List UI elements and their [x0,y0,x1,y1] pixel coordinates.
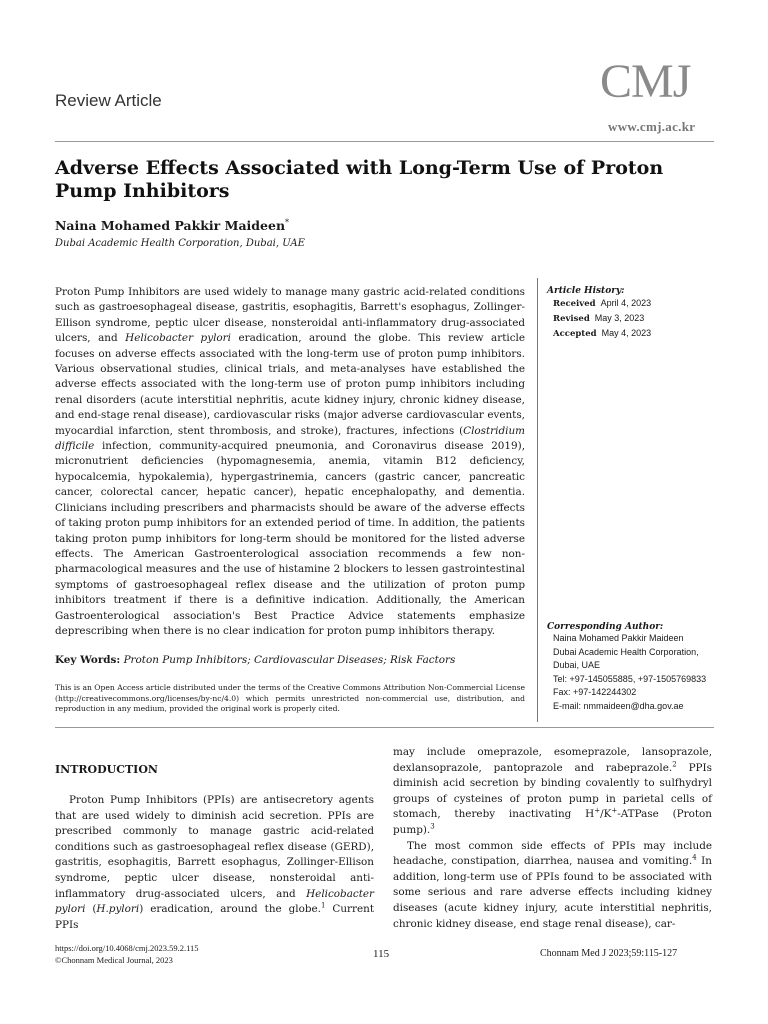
citation-ref: 1 [320,901,326,910]
body-column-left: Proton Pump Inhibitors (PPIs) are antisecretory agents that are used widely to diminish acid secretion. PPIs are prescribed commonly to manage gastric acid-related conditions such as gastroesophageal reflex disease (GERD), gastritis, esophagitis, Barrett esophagus, Zollinger-Ellison syndrome, peptic ulcer disease, nonsteroidal anti-inflammatory drug-associated ulcers, and Helicobacter pylori (H.pylori) eradication, around the globe.$^1$ Current PPIs [55,794,374,931]
history-item: Accepted May 4, 2023 [553,328,652,339]
journal-website[interactable]: www.cmj.ac.kr [608,119,696,134]
journal-citation: Chonnam Med J 2023;59:115-127 [540,948,678,959]
corr-tel: Tel: +97-145055885, +97-1505769833 [553,673,707,684]
copyright: ©Chonnam Medical Journal, 2023 [55,955,173,965]
keywords-value: Proton Pump Inhibitors; Cardiovascular Diseases; Risk Factors [123,654,456,666]
section-heading-introduction: INTRODUCTION [55,763,158,776]
corr-email[interactable]: E-mail: nmmaideen@dha.gov.ae [553,700,684,711]
abstract: Proton Pump Inhibitors are used widely to manage many gastric acid-related conditions such as gastroesophageal disease, gastritis, esophagitis, Barrett's esophagus, Zollinger-Ellison syndrome, peptic ulcer disease, nonsteroidal anti-inflammatory drug-associated ulcers, and Helicobacter pylori eradication, around the globe. This review article focuses on adverse effects associated with the long-term use of proton pump inhibitors. Various observational studies, clinical trials, and meta-analyses have established the adverse effects associated with the long-term use of proton pump inhibitors including renal disorders (acute interstitial nephritis, acute kidney injury, chronic kidney disease, and end-stage renal disease), cardiovascular risks (major adverse cardiovascular events, myocardial infarction, stent thrombosis, and stroke), fractures, infections (Clostridium difficile infection, community-acquired pneumonia, and Coronavirus disease 2019), micronutrient deficiencies (hypomagnesemia, anemia, vitamin B12 deficiency, hypocalcemia, hypokalemia), hypergastrinemia, cancers (gastric cancer, pancreatic cancer, colorectal cancer, hepatic cancer), hepatic encephalopathy, and dementia. Clinicians including prescribers and pharmacists should be aware of the adverse effects of taking proton pump inhibitors for an extended period of time. In addition, the patients taking proton pump inhibitors for long-term should be monitored for the listed adverse effects. The American Gastroenterological association recommends a few non-pharmacological measures and the use of histamine 2 blockers to lessen gastrointestinal symptoms of gastroesophageal reflex disease and the utilization of proton pump inhibitors treatment if there is a definitive indication. Additionally, the American Gastroenterological association's Best Practice Advice statements emphasize deprescribing when there is no clear indication for proton pump inhibitors therapy. [55,286,525,637]
corr-line: Naina Mohamed Pakkir Maideen [553,633,684,643]
doi-link[interactable]: https://doi.org/10.4068/cmj.2023.59.2.115 [55,943,199,953]
corr-fax: Fax: +97-142244302 [553,687,637,698]
citation-ref: 3 [430,822,435,831]
corresponding-heading: Corresponding Author: [547,622,664,632]
license-notice: This is an Open Access article distributed under the terms of the Creative Commons Attribution Non-Commercial License (http://creativecommons.org/licenses/by-nc/4.0) which permits unrestricted non-commercial use, distribution, and reproduction in any medium, provided the original work is properly cited. [55,683,525,713]
article-title: Adverse Effects Associated with Long-Term Use of Proton Pump Inhibitors [55,157,664,202]
author-name: Naina Mohamed Pakkir Maideen* [55,217,290,233]
section-divider [55,727,714,728]
affiliation: Dubai Academic Health Corporation, Dubai, UAE [55,238,305,249]
author-mark: * [285,217,290,227]
corr-line: Dubai Academic Health Corporation, [553,646,699,657]
page-number: 115 [373,948,390,960]
keywords [55,654,525,666]
journal-logo: CMJ [600,55,691,108]
corr-line: Dubai, UAE [553,660,601,671]
history-item: Revised May 3, 2023 [553,313,645,324]
body-column-right: may include omeprazole, esomeprazole, lansoprazole, dexlansoprazole, pantoprazole and rabeprazole.$^2$ PPIs diminish acid secretion by binding covalently to sulfhydryl groups of cysteines of proton pump in parietal cells of stomach, thereby inactivating H+/K+-ATPase (Proton pump).$^3$ The most common side effects of PPIs may include headache, constipation, diarrhea, nausea and vomiting.$^4$ In addition, long-term use of PPIs found to be associated with some serious and rare adverse effects including kidney diseases (acute kidney injury, acute interstitial nephritis, chronic kidney disease, end stage renal disease), car- [393,746,712,930]
article-history [547,286,651,341]
citation-ref: 2 [672,760,677,769]
keywords-label: Key Words: [55,654,121,666]
header-divider [55,141,714,142]
citation-ref: 4 [692,853,697,862]
sidebar-divider [537,278,538,722]
history-item: Received April 4, 2023 [553,298,652,309]
footer-doi-block [55,942,199,966]
article-type: Review Article [55,91,162,110]
history-heading: Article History: [547,286,625,296]
corresponding-author [547,622,706,714]
